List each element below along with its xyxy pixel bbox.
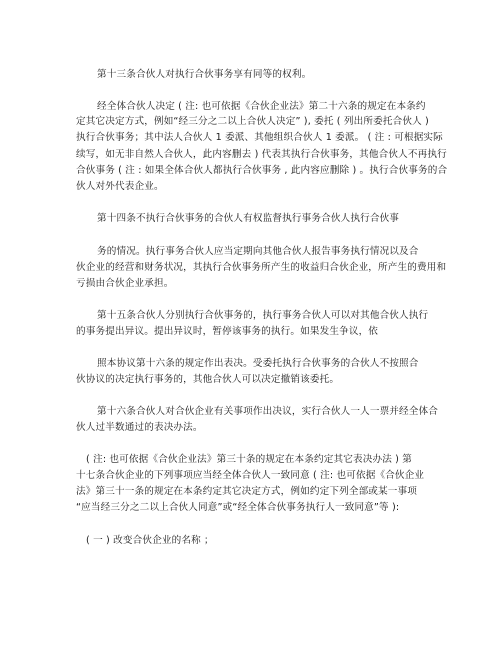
list-item-line: ( 一 ) 改变合伙企业的名称 ； (86, 535, 214, 546)
paragraph-line: 定其它决定方式，例如“经三分之二以上合伙人决定” ), 委托 ( 列出所委托合伙人 ) (76, 116, 429, 127)
paragraph-line: 第十六条合伙人对合伙企业有关事项作出决议，实行合伙人一人一票并经全体合 (97, 406, 439, 417)
paragraph-line: 法》第三十一条的规定在本条约定其它决定方式，例如约定下列全部或某一事项 (76, 486, 418, 497)
paragraph-line: 务的情况。执行事务合伙人应当定期向其他合伙人报告事务执行情况以及合 (97, 246, 419, 257)
paragraph-line: ( 注: 也可依据《合伙企业法》第三十条的规定在本条约定其它表决办法 ) 第 (86, 454, 413, 465)
paragraph-line: 伙人过半数通过的表决办法。 (76, 422, 203, 433)
paragraph-line: 第十五条合伙人分别执行合伙事务的，执行事务合伙人可以对其他合伙人执行 (97, 310, 429, 321)
paragraph-line: 的事务提出异议。提出异议时，暂停该事务的执行。如果发生争议，依 (76, 326, 379, 337)
paragraph-line: 照本协议第十六条的规定作出表决。受委托执行合伙事务的合伙人不按照合 (97, 358, 419, 369)
article-14-heading-line: 第十四条不执行合伙事务的合伙人有权监督执行事务合伙人执行合伙事 (97, 213, 400, 224)
paragraph-line: 亏损由合伙企业承担。 (76, 278, 174, 289)
article-13-line: 第十三条合伙人对执行合伙事务享有同等的权利。 (97, 69, 312, 80)
paragraph-line: 十七条合伙企业的下列事项应当经全体合伙人一致同意 ( 注: 也可依据《合伙企业 (76, 470, 425, 481)
paragraph-line: 合伙事务 ( 注 : 如果全体合伙人都执行合伙事务 , 此内容应删除 ) 。执行合伙事务的合 (76, 165, 448, 176)
paragraph-line: 经全体合伙人决定 ( 注: 也可依据《合伙企业法》第二十六条的规定在本条约 (97, 101, 426, 112)
paragraph-line: “应当经三分之二以上合伙人同意”或“经全体合伙事务执行人一致同意”等 ): (76, 502, 400, 513)
paragraph-line: 执行合伙事务；其中法人合伙人 1 委派、其他组织合伙人 1 委派。 ( 注 : 可根据实际 (76, 132, 443, 143)
paragraph-line: 续写，如无非自然人合伙人，此内容删去 ) 代表其执行合伙事务，其他合伙人不再执行 (76, 149, 447, 160)
paragraph-line: 伙人对外代表企业。 (76, 181, 164, 192)
paragraph-line: 伙协议的决定执行事务的，其他合伙人可以决定撤销该委托。 (76, 374, 340, 385)
paragraph-line: 伙企业的经营和财务状况，其执行合伙事务所产生的收益归合伙企业，所产生的费用和 (76, 262, 447, 273)
